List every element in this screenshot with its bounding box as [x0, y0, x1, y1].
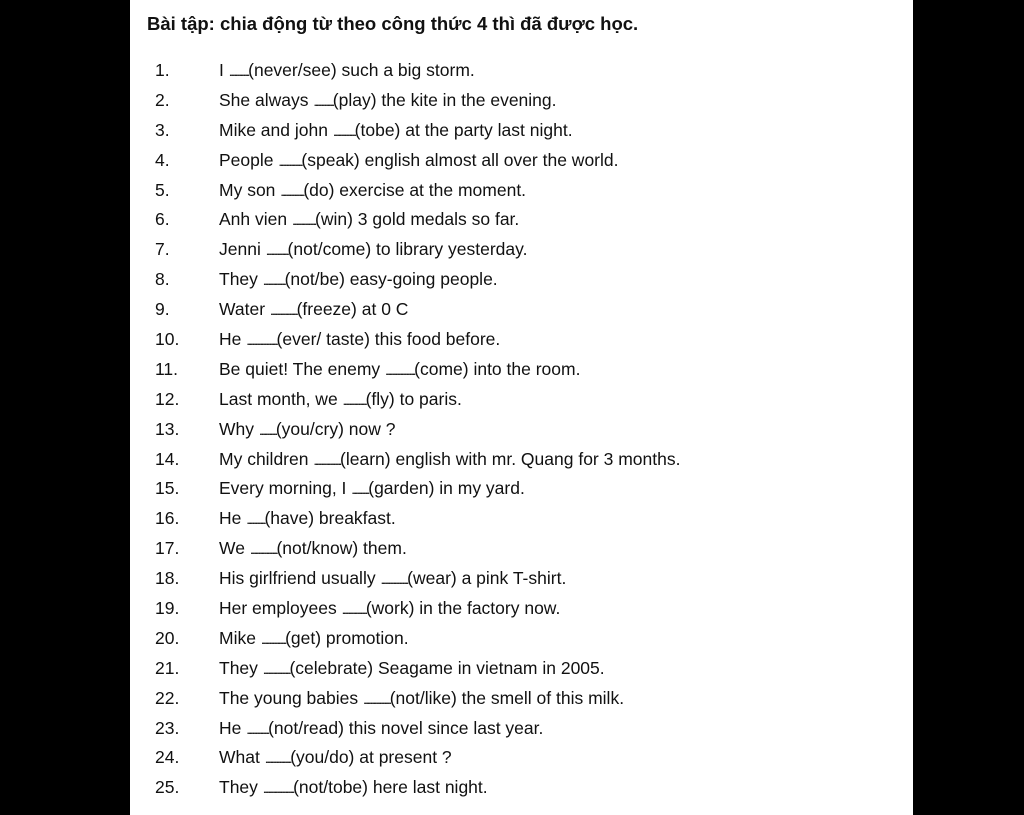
item-sentence: [219, 355, 580, 386]
answer-blank: ................: [313, 93, 333, 109]
answer-blank: ...................: [342, 392, 366, 408]
answer-blank: ........................: [385, 362, 415, 378]
item-sentence: [219, 86, 557, 117]
item-sentence: [219, 146, 619, 177]
worksheet-title: Bài tập: chia động từ theo công thức 4 thì đã được học.: [147, 13, 639, 34]
answer-blank: .........................: [246, 333, 277, 349]
item-number: 13.: [155, 418, 180, 439]
verb-hint-and-rest: (freeze) at 0 C: [296, 299, 409, 320]
item-sentence: [219, 504, 396, 535]
verb-hint-and-rest: (win) 3 gold medals so far.: [315, 209, 520, 230]
sentence-start: Why: [219, 418, 254, 439]
sentence-start: My children: [219, 448, 309, 469]
answer-blank: ..............: [351, 482, 369, 498]
item-sentence: [219, 325, 500, 356]
sentence-start: I: [219, 60, 224, 80]
verb-hint-and-rest: (come) into the room.: [414, 358, 581, 379]
item-number: 6.: [155, 209, 170, 230]
item-sentence: [219, 714, 543, 745]
exercise-item: [130, 654, 913, 684]
worksheet-page: [130, 0, 913, 815]
item-sentence: [219, 176, 526, 207]
answer-blank: ..................: [246, 721, 269, 737]
verb-hint-and-rest: (tobe) at the party last night.: [354, 119, 573, 140]
item-number: 23.: [155, 717, 180, 738]
item-number: 22.: [155, 687, 180, 708]
item-number: 9.: [155, 299, 170, 320]
exercise-item: [130, 594, 913, 624]
verb-hint-and-rest: (wear) a pink T-shirt.: [407, 568, 567, 589]
item-number: 11.: [155, 358, 179, 379]
exercise-item: [130, 56, 913, 86]
verb-hint-and-rest: (do) exercise at the moment.: [303, 179, 527, 200]
exercise-item: [130, 176, 913, 206]
item-number: 21.: [155, 657, 180, 678]
item-sentence: [219, 474, 525, 505]
item-number: 3.: [155, 119, 170, 140]
item-number: 25.: [155, 777, 180, 798]
exercise-item: [130, 235, 913, 265]
verb-hint-and-rest: (you/do) at present ?: [290, 747, 452, 768]
sentence-start: Her employees: [219, 598, 337, 619]
answer-blank: ..................: [332, 123, 355, 139]
item-sentence: [219, 534, 407, 565]
sentence-start: What: [219, 747, 260, 768]
verb-hint-and-rest: (not/like) the smell of this milk.: [389, 687, 625, 708]
item-number: 1.: [155, 60, 170, 80]
verb-hint-and-rest: (not/come) to library yesterday.: [287, 239, 528, 260]
exercise-item: [130, 355, 913, 385]
item-number: 12.: [155, 388, 180, 409]
verb-hint-and-rest: (not/tobe) here last night.: [293, 777, 488, 798]
item-sentence: [219, 205, 519, 236]
answer-blank: ..............: [258, 422, 276, 438]
item-number: 14.: [155, 448, 180, 469]
sentence-start: Be quiet! The enemy: [219, 358, 381, 379]
sentence-start: Last month, we: [219, 388, 338, 409]
answer-blank: ....................: [260, 631, 286, 647]
answer-blank: ......................: [262, 661, 290, 677]
item-sentence: [219, 654, 605, 685]
sentence-start: Water: [219, 299, 266, 320]
verb-hint-and-rest: (speak) english almost all over the world.: [301, 149, 619, 170]
item-number: 18.: [155, 568, 180, 589]
sentence-start: Jenni: [219, 239, 261, 260]
sentence-start: He: [219, 717, 242, 738]
answer-blank: ................: [228, 64, 249, 79]
exercise-item: [130, 265, 913, 295]
verb-hint-and-rest: (not/know) them.: [276, 538, 407, 559]
answer-blank: ..................: [262, 273, 285, 289]
exercise-item: [130, 325, 913, 355]
exercise-item: [130, 714, 913, 744]
item-number: 5.: [155, 179, 170, 200]
item-number: 15.: [155, 478, 180, 499]
verb-hint-and-rest: (you/cry) now ?: [275, 418, 396, 439]
answer-blank: ......................: [249, 542, 277, 558]
item-sentence: [219, 445, 680, 476]
verb-hint-and-rest: (not/read) this novel since last year.: [268, 717, 544, 738]
exercise-item: [130, 773, 913, 803]
exercise-item: [130, 504, 913, 534]
item-sentence: [219, 385, 462, 416]
item-sentence: [219, 684, 624, 715]
verb-hint-and-rest: (learn) english with mr. Quang for 3 months.: [340, 448, 681, 469]
item-sentence: [219, 56, 475, 87]
exercise-item: [130, 146, 913, 176]
sentence-start: He: [219, 329, 242, 350]
answer-blank: .........................: [262, 781, 294, 797]
sentence-start: The young babies: [219, 687, 359, 708]
exercise-item: [130, 534, 913, 564]
answer-blank: ......................: [380, 572, 408, 588]
sentence-start: They: [219, 777, 258, 798]
exercise-item: [130, 624, 913, 654]
item-sentence: [219, 295, 408, 326]
answer-blank: ...................: [291, 213, 316, 229]
item-sentence: [219, 564, 566, 595]
exercise-list: [130, 56, 913, 803]
item-sentence: [219, 594, 560, 625]
item-sentence: [219, 235, 527, 266]
exercise-item: [130, 474, 913, 504]
item-sentence: [219, 265, 498, 296]
verb-hint-and-rest: (play) the kite in the evening.: [332, 89, 557, 110]
item-sentence: [219, 116, 573, 147]
sentence-start: Anh vien: [219, 209, 288, 230]
exercise-item: [130, 205, 913, 235]
sentence-start: We: [219, 538, 245, 559]
sentence-start: People: [219, 149, 274, 170]
item-number: 20.: [155, 627, 180, 648]
answer-blank: ......................: [269, 303, 297, 319]
exercise-item: [130, 445, 913, 475]
item-sentence: [219, 743, 452, 774]
exercise-item: [130, 116, 913, 146]
item-sentence: [219, 624, 409, 655]
item-sentence: [219, 415, 395, 446]
item-number: 16.: [155, 508, 180, 529]
answer-blank: ......................: [363, 691, 390, 707]
sentence-start: They: [219, 269, 258, 290]
verb-hint-and-rest: (get) promotion.: [285, 627, 409, 648]
verb-hint-and-rest: (not/be) easy-going people.: [284, 269, 498, 290]
item-sentence: [219, 773, 488, 804]
verb-hint-and-rest: (celebrate) Seagame in vietnam in 2005.: [289, 657, 605, 678]
answer-blank: ...................: [280, 183, 304, 199]
item-number: 24.: [155, 747, 180, 768]
verb-hint-and-rest: (work) in the factory now.: [365, 598, 561, 619]
exercise-item: [130, 743, 913, 773]
sentence-start: His girlfriend usually: [219, 568, 376, 589]
exercise-item: [130, 295, 913, 325]
verb-hint-and-rest: (never/see) such a big storm.: [248, 60, 475, 80]
exercise-item: [130, 684, 913, 714]
sentence-start: They: [219, 657, 258, 678]
item-number: 17.: [155, 538, 180, 559]
item-number: 7.: [155, 239, 170, 260]
item-number: 4.: [155, 149, 170, 170]
sentence-start: She always: [219, 89, 309, 110]
answer-blank: .....................: [264, 751, 291, 767]
exercise-item: [130, 415, 913, 445]
sentence-start: He: [219, 508, 242, 529]
exercise-item: [130, 564, 913, 594]
exercise-item: [130, 86, 913, 116]
sentence-start: My son: [219, 179, 276, 200]
verb-hint-and-rest: (garden) in my yard.: [368, 478, 525, 499]
sentence-start: Every morning, I: [219, 478, 347, 499]
item-number: 10.: [155, 329, 180, 350]
answer-blank: ...................: [278, 153, 302, 169]
answer-blank: ...............: [246, 512, 265, 528]
answer-blank: ....................: [341, 602, 366, 618]
item-number: 19.: [155, 598, 180, 619]
exercise-item: [130, 385, 913, 415]
item-number: 2.: [155, 89, 170, 110]
answer-blank: ......................: [313, 452, 341, 468]
verb-hint-and-rest: (ever/ taste) this food before.: [276, 329, 501, 350]
verb-hint-and-rest: (have) breakfast.: [264, 508, 396, 529]
item-number: 8.: [155, 269, 170, 290]
sentence-start: Mike: [219, 627, 256, 648]
sentence-start: Mike and john: [219, 119, 328, 140]
answer-blank: ..................: [265, 243, 288, 259]
verb-hint-and-rest: (fly) to paris.: [365, 388, 462, 409]
